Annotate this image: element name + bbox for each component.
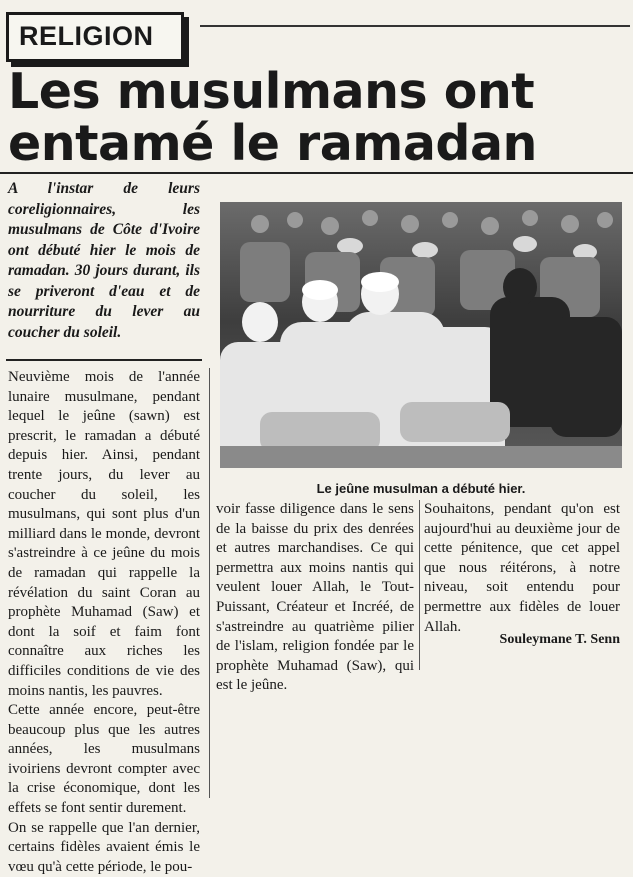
- headline-line-1: Les musulmans ont: [8, 63, 535, 120]
- paragraph: On se rappelle que l'an dernier, certains fidèles avaient émis le vœu qu'à cette période, le pou-: [8, 819, 200, 875]
- column-divider: [209, 368, 210, 798]
- article-headline: [8, 63, 628, 172]
- author-byline: Souleymane T. Senn: [499, 632, 620, 647]
- prayer-photo-graphic: [220, 202, 622, 468]
- lead-rule: [6, 359, 202, 361]
- column-divider: [419, 500, 420, 670]
- article-column-3: [424, 500, 620, 637]
- top-rule: [200, 25, 630, 27]
- paragraph: voir fasse diligence dans le sens de la baisse du prix des denrées et autres marchandises. Ce qui permettra aux moins nantis qui veulent louer Allah, le Tout-Puissant, Créateur et Incréé, de s'astreindre au quatrième pilier de l'islam, religion fondée par le prophète Muhamad (Saw), qui est le jeûne.: [216, 501, 414, 694]
- headline-rule: [0, 172, 633, 174]
- photo-caption: Le jeûne musulman a débuté hier.: [316, 481, 526, 496]
- article-lead: A l'instar de leurs coreligionnaires, les musulmans de Côte d'Ivoire ont débuté hier le mois de ramadan. 30 jours durant, ils se priveront d'eau et de nourriture du lever au coucher du soleil.: [8, 180, 200, 341]
- section-rubric-box: [6, 12, 184, 62]
- article-column-2: [216, 500, 414, 696]
- headline-line-2: entamé le ramadan: [8, 115, 537, 172]
- article-column-1: [8, 368, 200, 877]
- paragraph: Neuvième mois de l'année lunaire musulmane, pendant lequel le jeûne (sawn) est prescrit, le ramadan a débuté depuis hier. Ainsi, pendant trente jours, du lever au coucher du soleil, les musulmans, qui sont plus d'un milliard dans le monde, devront s'astreindre à ce jeûne du mois de ramadan qui rappelle la révélation du saint Coran au prophète Muhamad (Saw) et dont la soif et faim font connaître aux riches les difficiles conditions de vie des moins nantis, les pauvres.: [8, 369, 200, 699]
- prayer-photo: [220, 202, 622, 468]
- paragraph: Souhaitons, pendant qu'on est aujourd'hui au deuxième jour de cette pénitence, que cet appel que nous réitérons, à notre niveau, soit entendu pour permettre aux fidèles de louer Allah.: [424, 501, 620, 635]
- section-rubric-label: RELIGION: [19, 21, 154, 51]
- paragraph: Cette année encore, peut-être beaucoup plus que les autres années, les musulmans ivoiriens devront compter avec la crise économique, dont les effets se font sentir durement.: [8, 702, 200, 817]
